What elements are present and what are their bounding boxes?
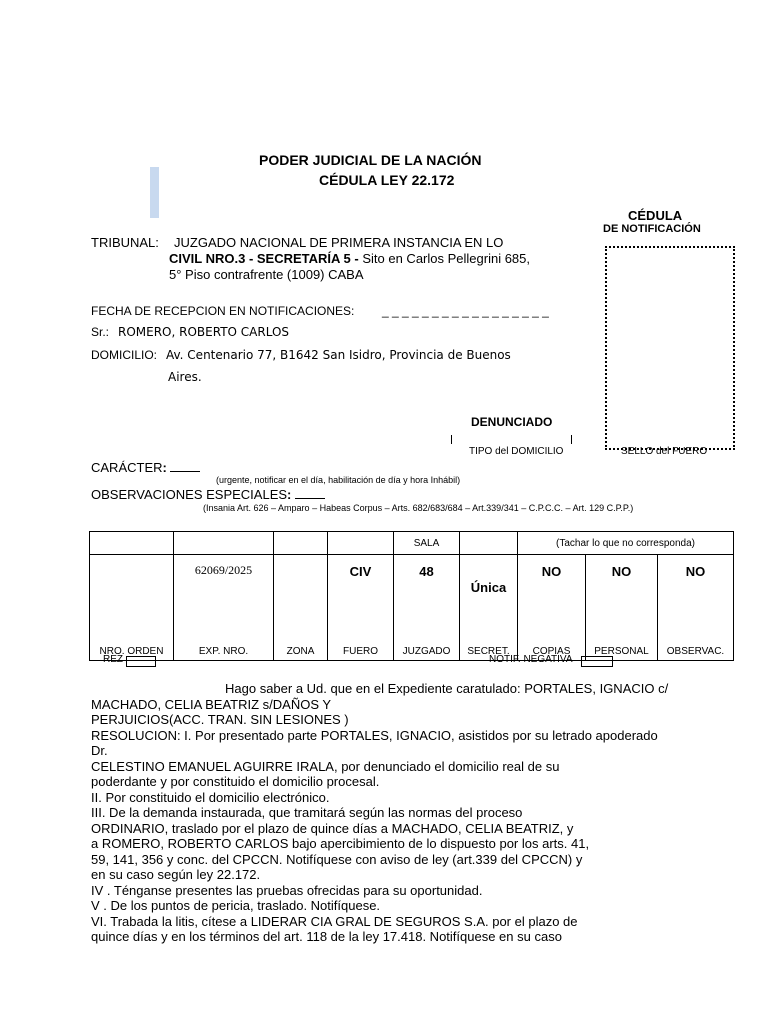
table-top-cell-2 bbox=[174, 532, 274, 555]
domicilio-label: DOMICILIO: bbox=[91, 348, 158, 362]
cell-fuero: CIV bbox=[328, 555, 394, 644]
header-nro-orden: NRO. ORDEN bbox=[90, 643, 174, 661]
tipo-domicilio-caption: TIPO del DOMICILIO bbox=[469, 446, 564, 457]
fecha-label: FECHA DE RECEPCION EN NOTIFICACIONES: bbox=[91, 304, 355, 318]
notif-negativa-checkbox[interactable] bbox=[581, 656, 613, 667]
header-observac: OBSERVAC. bbox=[658, 643, 734, 661]
caracter-field bbox=[91, 460, 200, 475]
cell-nro-orden bbox=[90, 555, 174, 644]
body-line: 59, 141, 356 y conc. del CPCCN. Notifíquese con aviso de ley (art.339 del CPCCN) y bbox=[91, 851, 583, 867]
body-line: en su caso según ley 22.172. bbox=[91, 867, 261, 882]
header-subtitle: CÉDULA LEY 22.172 bbox=[319, 172, 455, 188]
body-line: Hago saber a Ud. que en el Expediente caratulado: PORTALES, IGNACIO c/ bbox=[225, 681, 669, 696]
tipo-domicilio-left-tick bbox=[451, 435, 452, 444]
tribunal-court: CIVIL NRO.3 - SECRETARÍA 5 - bbox=[169, 251, 359, 266]
sello-caption: SELLO del FUERO bbox=[621, 446, 708, 457]
domicilio-line2: Aires. bbox=[168, 370, 202, 384]
margin-marker bbox=[150, 167, 159, 218]
cell-secret: Única bbox=[460, 555, 518, 644]
header-juzgado: JUZGADO bbox=[394, 643, 460, 661]
body-line: II. Por constituido el domicilio electrónico. bbox=[91, 789, 330, 805]
body-line: poderdante y por constituido el domicilio procesal. bbox=[91, 774, 380, 789]
tribunal-line2 bbox=[169, 251, 530, 266]
header-fuero: FUERO bbox=[328, 643, 394, 661]
body-line: CELESTINO EMANUEL AGUIRRE IRALA, por denunciado el domicilio real de su bbox=[91, 758, 560, 774]
table-top-cell-6 bbox=[460, 532, 518, 555]
body-line: III. De la demanda instaurada, que tramitará según las normas del proceso bbox=[91, 805, 523, 820]
header-personal: PERSONAL bbox=[586, 643, 658, 661]
domicilio-line1: Av. Centenario 77, B1642 San Isidro, Provincia de Buenos bbox=[166, 348, 511, 362]
body-line: ORDINARIO, traslado por el plazo de quince días a MACHADO, CELIA BEATRIZ, y bbox=[91, 820, 574, 836]
body-line: a ROMERO, ROBERTO CARLOS bajo apercibimiento de lo dispuesto por los arts. 41, bbox=[91, 836, 590, 851]
caracter-label: CARÁCTER bbox=[91, 460, 163, 475]
table-top-cell-1 bbox=[90, 532, 174, 555]
observaciones-note: (Insania Art. 626 – Amparo – Habeas Corpus – Arts. 682/683/684 – Art.339/341 – C.P.C.C. – Art. 129 C.P.P.) bbox=[203, 503, 634, 513]
body-line: VI. Trabada la litis, cítese a LIDERAR CIA GRAL DE SEGUROS S.A. por el plazo de bbox=[91, 913, 578, 929]
observaciones-blank[interactable] bbox=[295, 498, 325, 499]
sr-label: Sr.: bbox=[91, 325, 110, 339]
tipo-domicilio-right-tick bbox=[571, 435, 572, 444]
header-copias: COPIAS bbox=[518, 643, 586, 661]
header-zona: ZONA bbox=[274, 643, 328, 661]
table-sala-label: SALA bbox=[394, 532, 460, 555]
tribunal-line1: JUZGADO NACIONAL DE PRIMERA INSTANCIA EN LO bbox=[174, 235, 504, 250]
cell-observac: NO bbox=[658, 555, 734, 644]
fecha-blank: _ _ _ _ _ _ _ _ _ _ _ _ _ _ _ _ _ bbox=[382, 304, 549, 318]
sello-box bbox=[605, 246, 735, 450]
sr-value: ROMERO, ROBERTO CARLOS bbox=[118, 325, 290, 339]
tribunal-address: Sito en Carlos Pellegrini 685, bbox=[358, 251, 530, 266]
cell-exp-nro: 62069/2025 bbox=[174, 555, 274, 644]
header-secret: SECRET. bbox=[460, 643, 518, 661]
caracter-colon: : bbox=[162, 460, 167, 475]
table-tachar-note: (Tachar lo que no corresponda) bbox=[518, 532, 734, 555]
tipo-domicilio-value: DENUNCIADO bbox=[471, 415, 553, 429]
rez-checkbox[interactable] bbox=[126, 656, 156, 667]
body-line: PERJUICIOS(ACC. TRAN. SIN LESIONES ) bbox=[91, 712, 349, 727]
observaciones-label: OBSERVACIONES ESPECIALES bbox=[91, 487, 288, 502]
cell-zona bbox=[274, 555, 328, 644]
table-top-cell-3 bbox=[274, 532, 328, 555]
tribunal-line3: 5° Piso contrafrente (1009) CABA bbox=[169, 267, 364, 282]
cell-personal: NO bbox=[586, 555, 658, 644]
header-exp-nro: EXP. NRO. bbox=[174, 643, 274, 661]
table-top-cell-4 bbox=[328, 532, 394, 555]
body-line: IV . Ténganse presentes las pruebas ofrecidas para su oportunidad. bbox=[91, 882, 483, 898]
header-title: PODER JUDICIAL DE LA NACIÓN bbox=[259, 152, 482, 168]
body-line: quince días y en los términos del art. 118 de la ley 17.418. Notifíquese en su caso bbox=[91, 929, 562, 944]
resolution-text bbox=[91, 681, 731, 945]
tribunal-label: TRIBUNAL: bbox=[91, 235, 159, 250]
caracter-note: (urgente, notificar en el día, habilitación de día y hora Inhábil) bbox=[216, 475, 461, 485]
body-line: V . De los puntos de pericia, traslado. Notifíquese. bbox=[91, 898, 381, 913]
body-line: Dr. bbox=[91, 743, 108, 758]
body-line: MACHADO, CELIA BEATRIZ s/DAÑOS Y bbox=[91, 696, 332, 712]
cedula-title: CÉDULA bbox=[628, 208, 683, 223]
observaciones-colon: : bbox=[287, 487, 292, 502]
expediente-table bbox=[89, 531, 734, 661]
cell-copias: NO bbox=[518, 555, 586, 644]
notif-negativa-label: NOTIF. NEGATIVA bbox=[489, 654, 573, 665]
cedula-subtitle: DE NOTIFICACIÓN bbox=[603, 223, 701, 235]
body-line: RESOLUCION: I. Por presentado parte PORTALES, IGNACIO, asistidos por su letrado apoderado bbox=[91, 727, 658, 743]
caracter-blank[interactable] bbox=[170, 471, 200, 472]
cell-juzgado: 48 bbox=[394, 555, 460, 644]
rez-label: REZ bbox=[103, 654, 123, 665]
observaciones-field bbox=[91, 487, 325, 502]
